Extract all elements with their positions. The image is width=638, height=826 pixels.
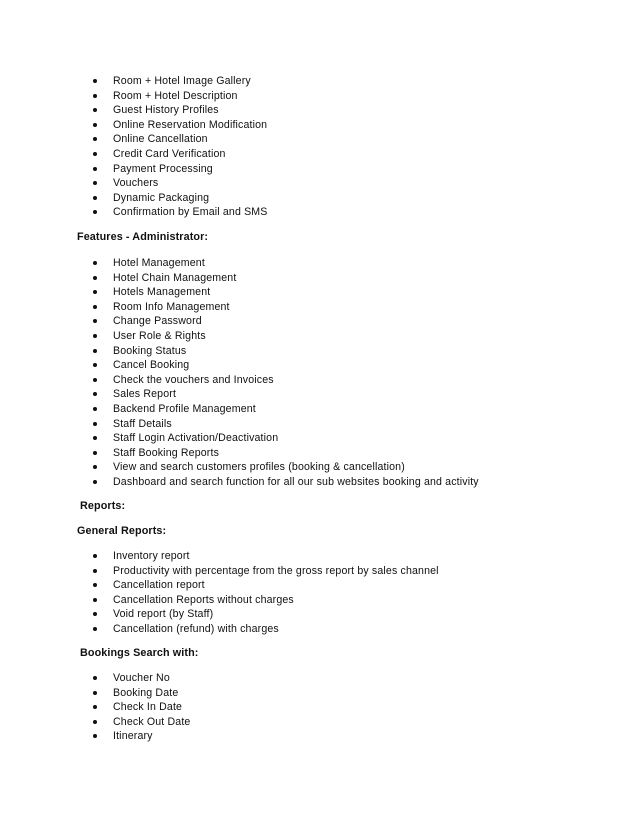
list-item-text: Cancellation (refund) with charges: [113, 622, 279, 635]
list-item: [0, 256, 479, 271]
list-item-text: Check the vouchers and Invoices: [113, 373, 274, 386]
bullet-icon: [93, 705, 97, 709]
list-item: [0, 74, 268, 89]
bullet-icon: [93, 196, 97, 200]
list-item: [0, 460, 479, 475]
bullet-icon: [93, 349, 97, 353]
list-item-text: Staff Details: [113, 417, 172, 430]
bullet-icon: [93, 465, 97, 469]
list-item-text: Staff Booking Reports: [113, 446, 220, 459]
bullet-icon: [93, 319, 97, 323]
list-item: [0, 671, 190, 686]
bullet-icon: [93, 480, 97, 484]
list-item: [0, 314, 479, 329]
list-item: [0, 205, 268, 220]
list-item: [0, 700, 190, 715]
list-item: [0, 431, 479, 446]
bullet-icon: [93, 123, 97, 127]
list-item: [0, 162, 268, 177]
list-item-text: Backend Profile Management: [113, 402, 256, 415]
list-item-text: Productivity with percentage from the gross report by sales channel: [113, 564, 439, 577]
list-item-text: Confirmation by Email and SMS: [113, 206, 268, 219]
list-item-text: Room + Hotel Image Gallery: [113, 75, 251, 87]
bullet-icon: [93, 181, 97, 185]
bullet-icon: [93, 598, 97, 602]
bullet-icon: [93, 676, 97, 680]
list-item-text: Guest History Profiles: [113, 104, 219, 117]
bullet-icon: [93, 276, 97, 280]
bullet-icon: [93, 451, 97, 455]
bullet-icon: [93, 261, 97, 265]
admin-features-heading: Features - Administrator:: [77, 231, 209, 243]
bookings-search-list: [0, 671, 190, 744]
list-item: [0, 118, 268, 133]
bullet-icon: [93, 422, 97, 426]
list-item: [0, 89, 268, 104]
list-item-text: Check In Date: [113, 701, 183, 714]
bullet-icon: [93, 152, 97, 156]
list-item: [0, 147, 268, 162]
list-item-text: Room Info Management: [113, 300, 230, 313]
list-item-text: Booking Date: [113, 686, 179, 699]
bullet-icon: [93, 554, 97, 558]
list-item: [0, 373, 479, 388]
bullet-icon: [93, 334, 97, 338]
list-item: [0, 191, 268, 206]
general-reports-list: [0, 549, 439, 637]
bullet-icon: [93, 734, 97, 738]
list-item: [0, 564, 439, 579]
list-item: [0, 417, 479, 432]
general-reports-heading: General Reports:: [77, 525, 167, 537]
list-item-text: Voucher No: [113, 672, 170, 684]
list-item-text: Itinerary: [113, 730, 153, 743]
bullet-icon: [93, 407, 97, 411]
bullet-icon: [93, 290, 97, 294]
list-item-text: Cancellation Reports without charges: [113, 593, 294, 606]
list-item-text: Inventory report: [113, 550, 190, 562]
list-item-text: Cancel Booking: [113, 359, 190, 372]
list-item: [0, 271, 479, 286]
list-item-text: Staff Login Activation/Deactivation: [113, 432, 279, 445]
list-item-text: Dashboard and search function for all our sub websites booking and activity: [113, 475, 479, 488]
bullet-icon: [93, 210, 97, 214]
bullet-icon: [93, 137, 97, 141]
bullet-icon: [93, 363, 97, 367]
list-item-text: Online Cancellation: [113, 133, 208, 146]
list-item-text: Room + Hotel Description: [113, 89, 238, 102]
bookings-search-heading: Bookings Search with:: [80, 647, 199, 659]
bullet-icon: [93, 691, 97, 695]
list-item: [0, 329, 479, 344]
list-item: [0, 103, 268, 118]
list-item-text: View and search customers profiles (booking & cancellation): [113, 461, 405, 474]
list-item-text: Payment Processing: [113, 162, 213, 175]
list-item: [0, 132, 268, 147]
list-item-text: Booking Status: [113, 344, 187, 357]
list-item: [0, 300, 479, 315]
list-item: [0, 176, 268, 191]
bullet-icon: [93, 108, 97, 112]
bullet-icon: [93, 436, 97, 440]
list-item-text: Check Out Date: [113, 715, 191, 728]
list-item: [0, 344, 479, 359]
list-item-text: Vouchers: [113, 177, 159, 190]
admin-features-list: [0, 256, 479, 490]
list-item-text: Void report (by Staff): [113, 608, 214, 621]
reports-heading: Reports:: [80, 500, 126, 512]
list-item-text: Hotels Management: [113, 286, 211, 299]
bullet-icon: [93, 627, 97, 631]
list-item-text: Cancellation report: [113, 579, 205, 592]
list-item-text: Sales Report: [113, 388, 177, 401]
list-item: [0, 622, 439, 637]
list-item: [0, 607, 439, 622]
bullet-icon: [93, 94, 97, 98]
bullet-icon: [93, 612, 97, 616]
bullet-icon: [93, 305, 97, 309]
bullet-icon: [93, 378, 97, 382]
list-item: [0, 549, 439, 564]
bullet-icon: [93, 720, 97, 724]
list-item-text: User Role & Rights: [113, 329, 206, 342]
list-item: [0, 686, 190, 701]
bullet-icon: [93, 167, 97, 171]
list-item: [0, 358, 479, 373]
list-item-text: Hotel Chain Management: [113, 271, 237, 284]
list-item-text: Change Password: [113, 315, 202, 328]
list-item: [0, 715, 190, 730]
list-item-text: Dynamic Packaging: [113, 191, 210, 204]
bullet-icon: [93, 569, 97, 573]
list-item: [0, 402, 479, 417]
list-item: [0, 285, 479, 300]
list-item: [0, 446, 479, 461]
bullet-icon: [93, 79, 97, 83]
list-item-text: Online Reservation Modification: [113, 118, 268, 131]
list-item: [0, 475, 479, 490]
list-item: [0, 593, 439, 608]
list-item-text: Credit Card Verification: [113, 147, 226, 160]
list-item: [0, 578, 439, 593]
customer-features-list: [0, 74, 268, 220]
list-item: [0, 729, 190, 744]
bullet-icon: [93, 583, 97, 587]
bullet-icon: [93, 392, 97, 396]
list-item: [0, 387, 479, 402]
list-item-text: Hotel Management: [113, 257, 205, 269]
